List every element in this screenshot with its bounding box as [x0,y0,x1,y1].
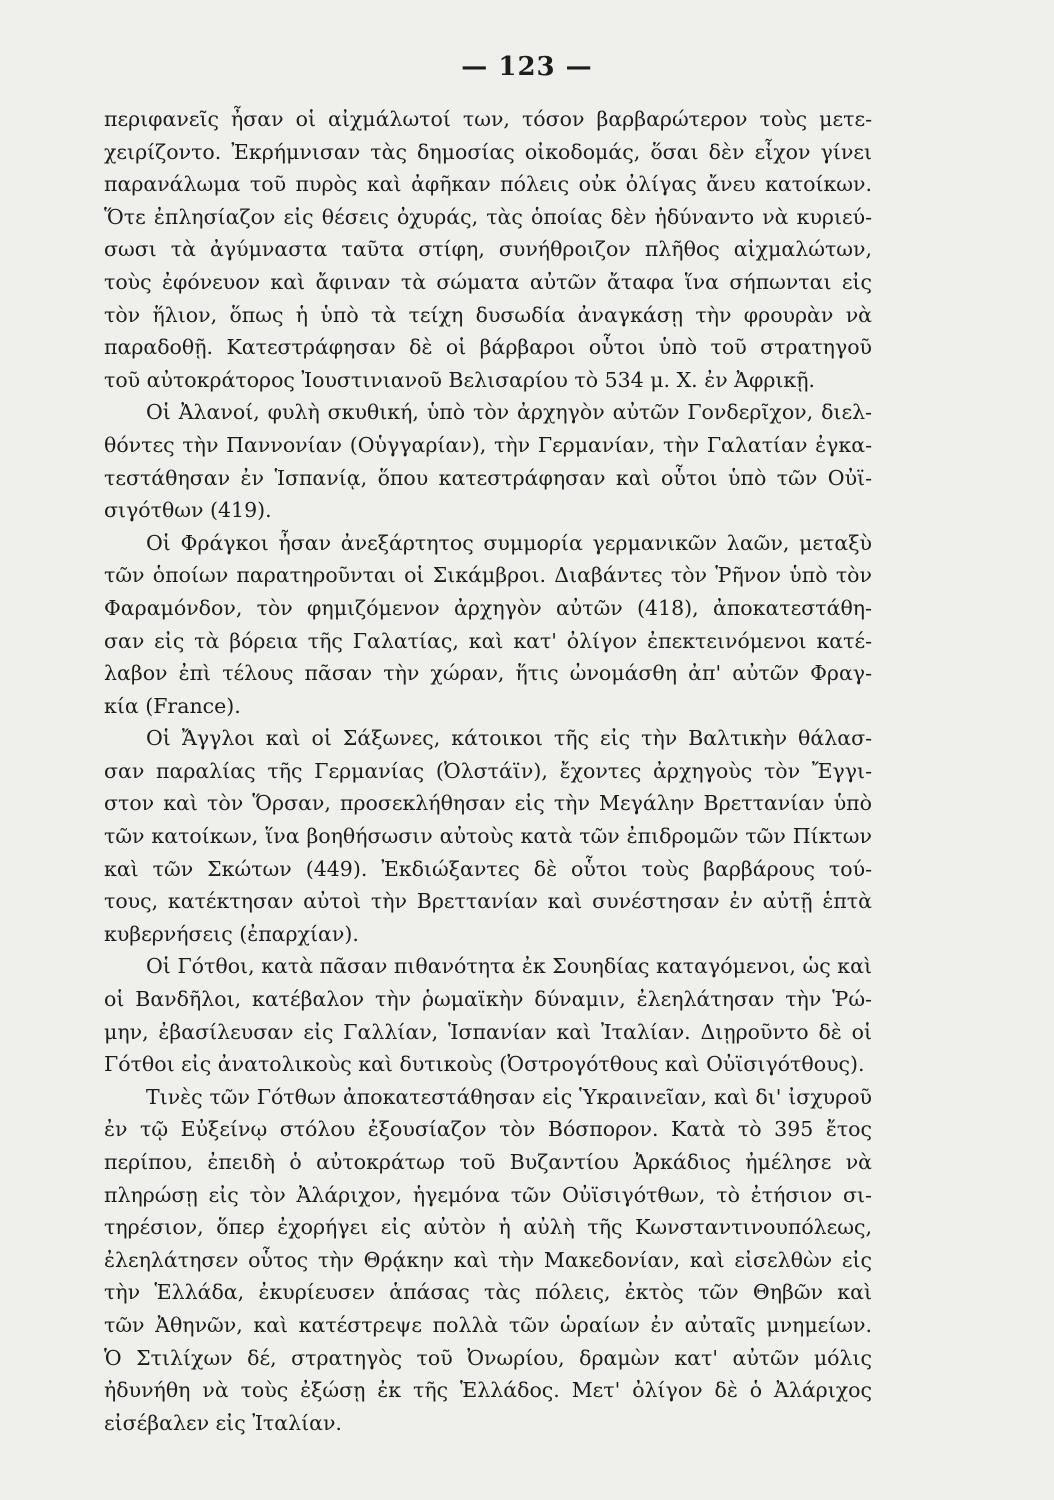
text-line: μην, ἐβασίλευσαν εἰς Γαλλίαν, Ἱσπανίαν καὶ Ἰταλίαν. Διῃροῦντο δὲ οἱ [104,1019,872,1044]
paragraph-first-line: Οἱ Φράγκοι ἦσαν ἀνεξάρτητος συμμορία γερμανικῶν λαῶν, μεταξὺ [146,530,872,555]
text-line: παραδοθῇ. Κατεστράφησαν δὲ οἱ βάρβαροι οὗτοι ὑπὸ τοῦ στρατηγοῦ [104,335,872,360]
text-line: σαν παραλίας τῆς Γερμανίας (Ὀλστάϊν), ἔχοντες ἀρχηγοὺς τὸν Ἔγγι- [104,758,872,783]
text-line: Φαραμόνδον, τὸν φημιζόμενον ἀρχηγὸν αὐτῶν (418), ἀποκατεστάθη- [104,595,872,620]
text-line: εἰσέβαλεν εἰς Ἰταλίαν. [104,1410,342,1435]
text-line: χειρίζοντο. Ἐκρήμνισαν τὰς δημοσίας οἰκοδομάς, ὅσαι δὲν εἶχον γίνει [104,139,872,164]
text-line: τοῦ αὐτοκράτορος Ἰουστινιανοῦ Βελισαρίου τὸ 534 μ. Χ. ἐν Ἀφρικῇ. [104,367,816,392]
body-text [104,103,872,1439]
text-line: ἐν τῷ Εὐξείνῳ στόλου ἐξουσίαζον τὸν Βόσπορον. Κατὰ τὸ 395 ἔτος [104,1117,872,1142]
paragraph-first-line: Οἱ Ἄγγλοι καὶ οἱ Σάξωνες, κάτοικοι τῆς εἰς τὴν Βαλτικὴν θάλασ- [146,726,872,751]
text-line: τῶν ὁποίων παρατηροῦνται οἱ Σικάμβροι. Διαβάντες τὸν Ῥῆνον ὑπὸ τὸν [104,563,872,588]
text-line: ἠδυνήθη νὰ τοὺς ἐξώσῃ ἐκ τῆς Ἑλλάδος. Μετ' ὀλίγον δὲ ὁ Ἀλάριχος [104,1378,872,1403]
text-line: σιγότθων (419). [104,498,272,523]
text-line: περίπου, ἐπειδὴ ὁ αὐτοκράτωρ τοῦ Βυζαντίου Ἀρκάδιος ἠμέλησε νὰ [104,1150,872,1174]
text-line: τὴν Ἑλλάδα, ἐκυρίευσεν ἁπάσας τὰς πόλεις, ἐκτὸς τῶν Θηβῶν καὶ [104,1280,872,1305]
text-line: τὸν ἥλιον, ὅπως ἡ ὑπὸ τὰ τείχη δυσωδία ἀναγκάσῃ τὴν φρουρὰν νὰ [104,302,872,327]
text-line: τηρέσιον, ὅπερ ἐχορήγει εἰς αὐτὸν ἡ αὐλὴ τῆς Κωνσταντινουπόλεως, [104,1215,872,1240]
text-line: σωσι τὰ ἀγύμναστα ταῦτα στίφη, συνήθροιζον πλῆθος αἰχμαλώτων, [104,237,872,262]
paragraph-first-line: Οἱ Γότθοι, κατὰ πᾶσαν πιθανότητα ἐκ Σουηδίας καταγόμενοι, ὡς καὶ [146,954,872,979]
text-line: Ὅτε ἐπλησίαζον εἰς θέσεις ὀχυράς, τὰς ὁποίας δὲν ἠδύναντο νὰ κυριεύ- [104,204,872,229]
text-line: περιφανεῖς ἦσαν οἱ αἰχμάλωτοί των, τόσον βαρβαρώτερον τοὺς μετε- [104,107,872,131]
text-line: τῶν Ἀθηνῶν, καὶ κατέστρεψε πολλὰ τῶν ὡραίων ἐν αὐταῖς μνημείων. [104,1312,872,1337]
text-line: τῶν κατοίκων, ἵνα βοηθήσωσιν αὐτοὺς κατὰ τῶν ἐπιδρομῶν τῶν Πίκτων [104,824,872,849]
text-line: τοὺς ἐφόνευον καὶ ἄφιναν τὰ σώματα αὐτῶν ἄταφα ἵνα σήπωνται εἰς [104,269,872,294]
text-line: τεστάθησαν ἐν Ἱσπανίᾳ, ὅπου κατεστράφησαν καὶ οὗτοι ὑπὸ τῶν Οὐϊ- [104,465,872,490]
paragraph-first-line: Οἱ Ἀλανοί, φυλὴ σκυθική, ὑπὸ τὸν ἀρχηγὸν αὐτῶν Γονδερῖχον, διελ- [146,400,872,425]
text-line: Ὁ Στιλίχων δέ, στρατηγὸς τοῦ Ὀνωρίου, δραμὼν κατ' αὐτῶν μόλις [104,1345,872,1370]
text-line: θόντες τὴν Παννονίαν (Οὑγγαρίαν), τὴν Γερμανίαν, τὴν Γαλατίαν ἐγκα- [104,432,872,457]
paragraph-first-line: Τινὲς τῶν Γότθων ἀποκατεστάθησαν εἰς Ὑκραινεῖαν, καὶ δι' ἰσχυροῦ [146,1084,872,1109]
page-number: — 123 — [461,52,593,82]
text-line: ἐλεηλάτησεν οὗτος τὴν Θρᾴκην καὶ τὴν Μακεδονίαν, καὶ εἰσελθὼν εἰς [104,1247,872,1272]
text-line: κυβερνήσεις (ἐπαρχίαν). [104,921,359,946]
text-line: στον καὶ τὸν Ὅρσαν, προσεκλήθησαν εἰς τὴν Μεγάλην Βρεττανίαν ὑπὸ [104,791,872,816]
text-line: παρανάλωμα τοῦ πυρὸς καὶ ἀφῆκαν πόλεις οὐκ ὀλίγας ἄνευ κατοίκων. [104,172,872,197]
text-line: κία (France). [104,693,241,718]
text-line: Γότθοι εἰς ἀνατολικοὺς καὶ δυτικοὺς (Ὀστρογότθους καὶ Οὐϊσιγότθους). [104,1052,865,1077]
text-line: τους, κατέκτησαν αὐτοὶ τὴν Βρεττανίαν καὶ συνέστησαν ἐν αὐτῇ ἑπτὰ [104,889,872,914]
text-line: οἱ Βανδῆλοι, κατέβαλον τὴν ῥωμαϊκὴν δύναμιν, ἐλεηλάτησαν τὴν Ῥώ- [104,987,872,1012]
text-line: πληρώσῃ εἰς τὸν Ἀλάριχον, ἡγεμόνα τῶν Οὐϊσιγότθων, τὸ ἐτήσιον σι- [104,1182,872,1207]
text-line: σαν εἰς τὰ βόρεια τῆς Γαλατίας, καὶ κατ' ὀλίγον ἐπεκτεινόμενοι κατέ- [104,628,872,653]
text-line: λαβον ἐπὶ τέλους πᾶσαν τὴν χώραν, ἥτις ὠνομάσθη ἀπ' αὐτῶν Φραγ- [104,661,872,686]
text-line: καὶ τῶν Σκώτων (449). Ἐκδιώξαντες δὲ οὗτοι τοὺς βαρβάρους τού- [104,856,872,881]
